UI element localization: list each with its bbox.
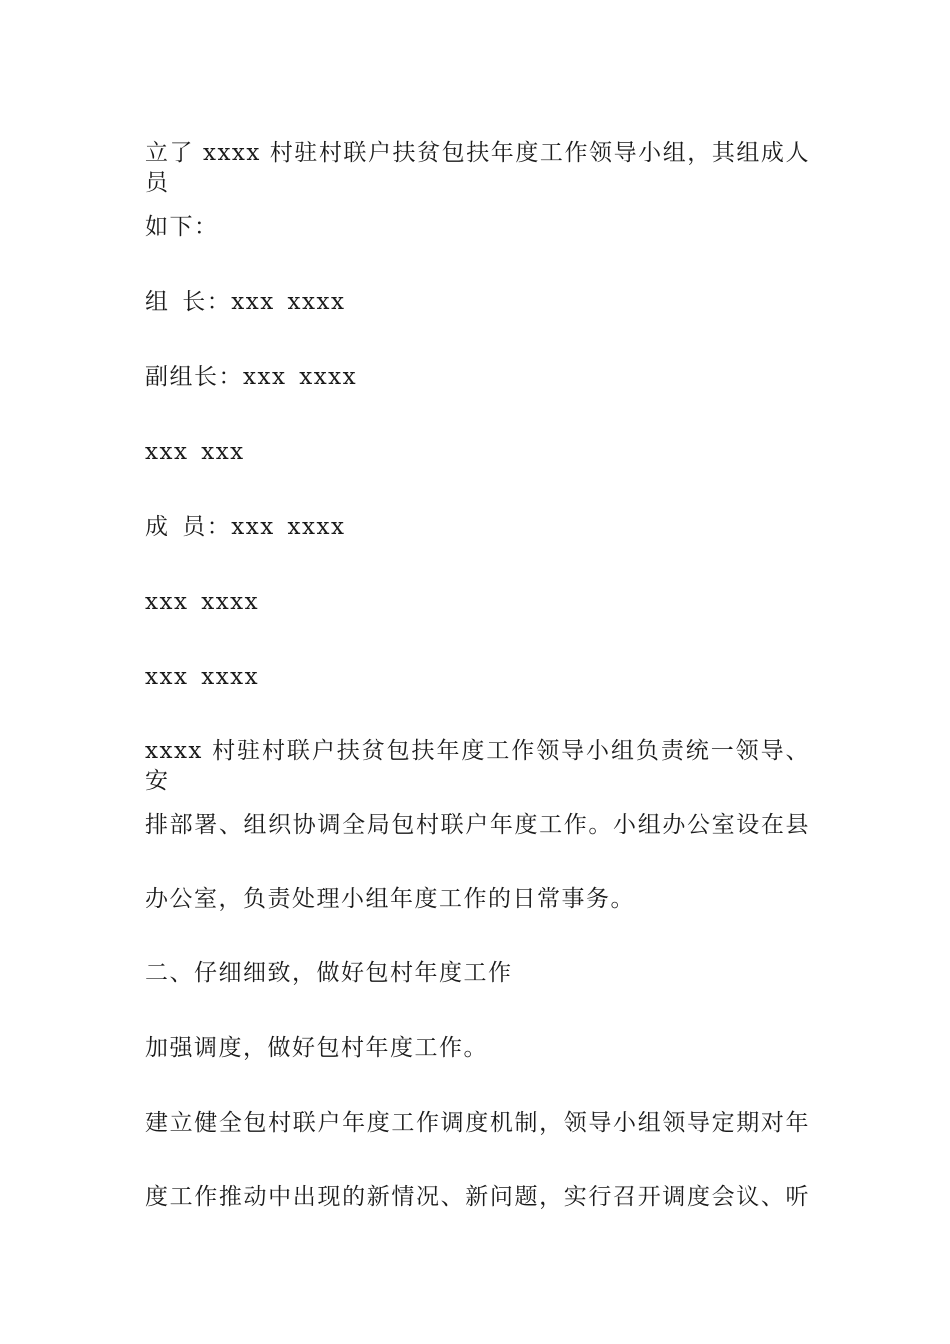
- paragraph-line: xxxx 村驻村联户扶贫包扶年度工作领导小组负责统一领导、安: [145, 738, 810, 794]
- member-line-3: xxx xxxx: [145, 664, 260, 690]
- paragraph-line: 度工作推动中出现的新情况、新问题，实行召开调度会议、听: [145, 1184, 810, 1210]
- deputy-leader-line-2: xxx xxx: [145, 439, 245, 465]
- paragraph-line: 排部署、组织协调全局包村联户年度工作。小组办公室设在县: [145, 812, 810, 838]
- member-line-2: xxx xxxx: [145, 589, 260, 615]
- paragraph-line: 加强调度，做好包村年度工作。: [145, 1035, 488, 1061]
- deputy-leader-line: 副组长：xxx xxxx: [145, 364, 358, 390]
- section-heading: 二、仔细细致，做好包村年度工作: [145, 960, 513, 986]
- paragraph-line: 立了 xxxx 村驻村联户扶贫包扶年度工作领导小组，其组成人员: [145, 140, 810, 196]
- paragraph-line: 如下：: [145, 214, 219, 240]
- member-line: 成 员：xxx xxxx: [145, 514, 346, 540]
- paragraph-line: 办公室，负责处理小组年度工作的日常事务。: [145, 886, 635, 912]
- paragraph-line: 建立健全包村联户年度工作调度机制，领导小组领导定期对年: [145, 1110, 810, 1136]
- leader-line: 组 长：xxx xxxx: [145, 289, 346, 315]
